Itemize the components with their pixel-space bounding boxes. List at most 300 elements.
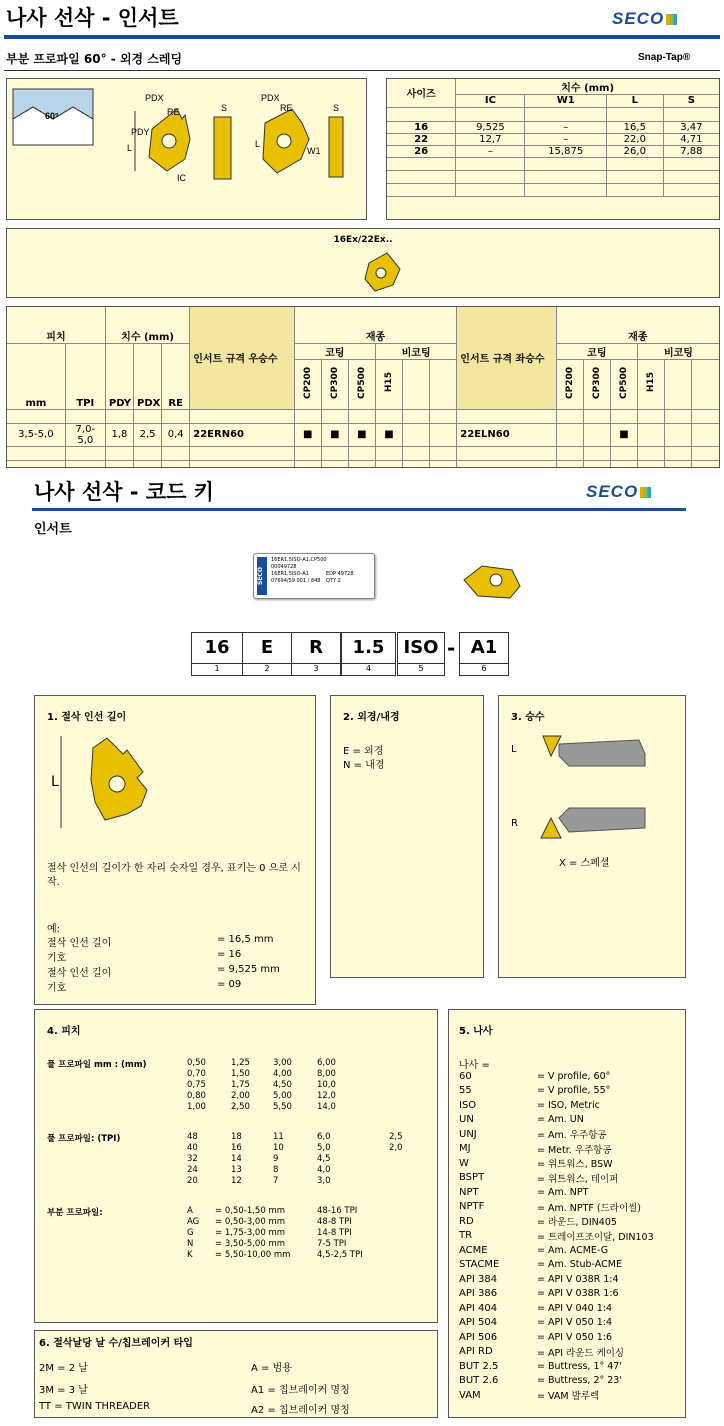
full-mm-table (187, 1058, 336, 1113)
cell: 9 (273, 1154, 279, 1164)
table-row (187, 1102, 336, 1113)
thread-desc: = 위트워스, BSW (537, 1159, 613, 1171)
table-row (187, 1132, 403, 1143)
cell: 12,7 (456, 133, 525, 145)
box2-line-n: N = 내경 (343, 760, 385, 771)
uncoated-header: 비코팅 (375, 343, 456, 359)
thread-code: NPT (459, 1186, 479, 1198)
grade-h15-2 (637, 359, 664, 409)
cell-re: 0,4 (162, 423, 190, 446)
thread-code: ACME (459, 1244, 488, 1256)
table-row (459, 1084, 654, 1099)
table-row (187, 1091, 336, 1102)
col-s: S (663, 95, 719, 107)
thread-desc: = Am. 우주항공 (537, 1130, 607, 1142)
cell: 0,75 (187, 1080, 206, 1090)
table-row (47, 964, 280, 979)
box1-table (47, 934, 280, 994)
box2-line-e: E = 외경 (343, 746, 384, 757)
cell: 14,0 (317, 1102, 336, 1112)
box-ext-int (330, 695, 484, 978)
cell: 2,5 (389, 1132, 403, 1142)
left-spec-header (457, 307, 556, 409)
cell: 0,70 (187, 1069, 206, 1079)
hand-l-label: L (511, 744, 517, 755)
mark-cp500-left: ■ (610, 423, 637, 446)
page2-title: 나사 선삭 - 코드 키 (34, 480, 214, 504)
cell: 18 (231, 1132, 242, 1142)
cell: 8,00 (317, 1069, 336, 1079)
table-row (459, 1156, 654, 1171)
code-box-num: 5 (397, 664, 445, 676)
grade-cp500 (348, 359, 375, 409)
table-row (47, 934, 280, 949)
code-box-text: 16 (191, 632, 243, 664)
code-box-6 (459, 632, 509, 676)
cell: 2,0 (389, 1143, 403, 1153)
table-row (459, 1127, 654, 1142)
thread-table (459, 1069, 654, 1403)
cell: 5,00 (273, 1091, 292, 1101)
mark-h15: ■ (375, 423, 402, 446)
code-box-1 (191, 632, 243, 676)
cell: G (187, 1228, 194, 1238)
table-row (459, 1330, 654, 1345)
cell: A (187, 1206, 193, 1216)
brand-label: Snap-Tap® (638, 52, 691, 63)
code-box-text: R (291, 632, 341, 664)
thread-code: NPTF (459, 1201, 485, 1213)
code-box-2 (242, 632, 292, 676)
cell: 절삭 인선 길이 (47, 968, 112, 979)
col-w1: W1 (525, 95, 606, 107)
hand-r-label: R (511, 818, 518, 829)
table-row (459, 1301, 654, 1316)
table-row (459, 1258, 654, 1273)
partial-label: 부분 프로파일: (47, 1208, 103, 1218)
thread-code: BUT 2.6 (459, 1375, 499, 1387)
code-boxes (191, 632, 541, 678)
cell: 48-8 TPI (317, 1217, 352, 1227)
code-box-num: 3 (291, 664, 341, 676)
grade-label: CP200 (302, 366, 313, 399)
right-spec-header (190, 307, 294, 409)
table-row (459, 1098, 654, 1113)
insert-diagram-panel (6, 78, 367, 220)
cell: 12 (231, 1176, 242, 1186)
size-cell: 22 (387, 133, 456, 145)
cell: = 0,50-3,00 mm (215, 1217, 286, 1227)
thread-code: TR (459, 1230, 473, 1242)
code-box-text: A1 (459, 632, 509, 664)
cell: K (187, 1250, 193, 1260)
label-line: 00049728 (271, 564, 297, 570)
cell: 48 (187, 1132, 198, 1142)
tpi-header: TPI (65, 343, 105, 409)
cell: 26,0 (606, 145, 663, 157)
thread-desc: = 트레이프조이달, DIN103 (537, 1231, 654, 1243)
thread-code: BSPT (459, 1172, 485, 1184)
cell: – (456, 145, 525, 157)
code-box-num: 2 (242, 664, 292, 676)
cell (389, 1165, 403, 1176)
code-box-text: E (242, 632, 292, 664)
table-row (387, 133, 719, 145)
mark-cp300: ■ (321, 423, 348, 446)
cell: 20 (187, 1176, 198, 1186)
cell: 기호 (47, 983, 67, 994)
box-hand (498, 695, 686, 978)
table-row (187, 1143, 403, 1154)
l-label: L (127, 143, 133, 153)
table-row (387, 121, 719, 133)
table-row (459, 1388, 654, 1403)
thread-code: UN (459, 1114, 474, 1126)
grade-label: CP500 (618, 366, 629, 399)
cell: N (187, 1239, 194, 1249)
label-line: 16ER1,5ISO-A1 (271, 571, 309, 577)
grade-label: H15 (383, 372, 394, 393)
box3-title: 3. 승수 (511, 712, 545, 723)
cell: 16 (231, 1143, 242, 1153)
box4-title: 4. 피치 (47, 1026, 81, 1037)
thread-desc: = Am. UN (537, 1114, 584, 1126)
thread-desc: = V profile, 55° (537, 1085, 611, 1097)
cell: 24 (187, 1165, 198, 1175)
cell: = 9,525 mm (217, 964, 280, 975)
table-row (387, 145, 719, 157)
table-row (459, 1113, 654, 1128)
cell: 8 (273, 1165, 279, 1175)
box-cutting-edge-length (34, 695, 316, 1005)
cell: 16,5 (606, 121, 663, 133)
table-row (47, 949, 280, 964)
cell: 9,525 (456, 121, 525, 133)
table-row (459, 1171, 654, 1186)
logo-text: SECO (586, 482, 639, 501)
coated-header: 코팅 (294, 343, 375, 359)
package-label (253, 553, 375, 599)
cell: 14-8 TPI (317, 1228, 352, 1238)
cell: 3,00 (273, 1058, 292, 1068)
table-row (187, 1069, 336, 1080)
thread-code: 60 (459, 1070, 472, 1082)
box1-title: 1. 절삭 인선 길이 (47, 712, 127, 723)
cell (389, 1176, 403, 1187)
table-row (459, 1200, 654, 1215)
thread-code: API 506 (459, 1331, 498, 1343)
pdy-label: PDY (131, 127, 150, 137)
table-row (187, 1165, 403, 1176)
cell: 기호 (47, 953, 67, 964)
cell: 5,50 (273, 1102, 292, 1112)
cell: – (525, 133, 606, 145)
s-label-2: S (333, 103, 340, 113)
logo-squares (666, 14, 677, 25)
grade-label: H15 (646, 372, 657, 393)
label-qty: QTY 2 (326, 578, 341, 584)
page1-title: 나사 선삭 - 인서트 (6, 6, 179, 30)
cell: = 09 (217, 979, 242, 990)
code-box-3 (291, 632, 341, 676)
cell: 7 (273, 1176, 279, 1186)
label-line: 07694/59 001 / 848 (271, 578, 321, 584)
material-header-2: 재종 (556, 307, 719, 343)
thread-code: API 386 (459, 1288, 498, 1300)
material-header: 재종 (294, 307, 457, 343)
grade-table (7, 307, 719, 468)
code-dash: - (447, 636, 456, 660)
thread-desc: = API V 050 1:6 (537, 1331, 612, 1343)
code-box-num: 6 (459, 664, 509, 676)
table-row (187, 1217, 363, 1228)
thread-desc: = Buttress, 1° 47' (537, 1360, 622, 1372)
table-row (187, 1228, 363, 1239)
thread-code: API 504 (459, 1317, 498, 1329)
cell: = 3,50-5,00 mm (215, 1239, 286, 1249)
seco-logo-2 (586, 482, 651, 502)
table-row (187, 1250, 363, 1261)
grade-label: CP200 (564, 366, 575, 399)
thread-desc: = Am. NPTF (드라이씰) (537, 1202, 642, 1214)
grade-label: CP300 (329, 366, 340, 399)
box6-left-1: 2M = 2 날 (39, 1363, 88, 1374)
mm-header: mm (7, 343, 65, 409)
section-title: 인서트 (34, 522, 72, 537)
insert-photo (460, 562, 530, 602)
cell: 3,0 (317, 1176, 331, 1186)
cell: 1,00 (187, 1102, 206, 1112)
table-row (187, 1239, 363, 1250)
thread-code: API RD (459, 1346, 493, 1358)
cell (389, 1154, 403, 1165)
label-edp: EDP 49728 (326, 571, 354, 577)
full-mm-label: 풀 프로파일 mm : (mm) (47, 1060, 147, 1070)
cell: 14 (231, 1154, 242, 1164)
thread-desc: = Am. NPT (537, 1186, 589, 1198)
re-label-2: RE (280, 103, 293, 113)
code-box-5 (397, 632, 445, 676)
cell-tpi: 7,0-5,0 (65, 423, 105, 446)
cell: 2,00 (231, 1091, 250, 1101)
thread-code: STACME (459, 1259, 500, 1271)
table-row (459, 1272, 654, 1287)
table-row (187, 1206, 363, 1217)
table-row (7, 423, 719, 446)
cell: 40 (187, 1143, 198, 1153)
cell: 1,25 (231, 1058, 250, 1068)
thread-desc: = ISO, Metric (537, 1099, 600, 1111)
grade-h15 (375, 359, 402, 409)
table-row (187, 1058, 336, 1069)
table-row (459, 1069, 654, 1084)
col-ic: IC (456, 95, 525, 107)
cell-pdx: 2,5 (134, 423, 162, 446)
table-row (459, 1185, 654, 1200)
cell: 1,75 (231, 1080, 250, 1090)
pdx-label: PDX (145, 93, 164, 103)
cell: 15,875 (525, 145, 606, 157)
grade-label: CP300 (591, 366, 602, 399)
cell: 7-5 TPI (317, 1239, 347, 1249)
cell: = 5,50-10,00 mm (215, 1250, 291, 1260)
cell: 2,50 (231, 1102, 250, 1112)
label-logo: SECO (257, 557, 267, 595)
size-table-panel (386, 78, 720, 220)
table-row (459, 1374, 654, 1389)
thread-desc: = VAM 발루렉 (537, 1391, 600, 1403)
code-box-4 (341, 632, 396, 676)
box5-title: 5. 나사 (459, 1026, 493, 1037)
full-tpi-label: 풀 프로파일: (TPI) (47, 1134, 121, 1144)
table-row (459, 1142, 654, 1157)
pdy-header: PDY (105, 343, 133, 409)
table-row (187, 1154, 403, 1165)
code-box-num: 1 (191, 664, 243, 676)
thread-code: MJ (459, 1143, 471, 1155)
table-row (459, 1345, 654, 1360)
mark-cp200: ■ (294, 423, 321, 446)
cell: – (525, 121, 606, 133)
box6-left-3: TT = TWIN THREADER (39, 1401, 151, 1412)
ic-label: IC (177, 173, 186, 183)
title-rule-2 (32, 508, 686, 511)
cell: 4,5-2,5 TPI (317, 1250, 363, 1260)
s-label: S (221, 103, 228, 113)
table-row (459, 1214, 654, 1229)
pdx-header: PDX (134, 343, 162, 409)
thread-code: API 404 (459, 1302, 498, 1314)
pitch-header: 피치 (7, 307, 105, 343)
cell: = 0,50-1,50 mm (215, 1206, 286, 1216)
thread-desc: = V profile, 60° (537, 1070, 611, 1082)
cell-mm: 3,5-5,0 (7, 423, 65, 446)
cell: = 16,5 mm (217, 934, 274, 945)
cell: 1,50 (231, 1069, 250, 1079)
grade-cp200 (294, 359, 321, 409)
grade-cp300-2 (583, 359, 610, 409)
seco-logo (612, 9, 677, 29)
cell: 12,0 (317, 1091, 336, 1101)
table-row (459, 1316, 654, 1331)
cell: 3,47 (663, 121, 719, 133)
label-line: 16ER1,5ISO-A1,CP500 (271, 557, 327, 563)
insert-type-panel (6, 228, 720, 298)
box1-example: 예: (47, 924, 61, 935)
code-box-num: 4 (341, 664, 396, 676)
size-cell: 26 (387, 145, 456, 157)
box-edges-chipbreaker (34, 1330, 438, 1418)
cell: 6,00 (317, 1058, 336, 1068)
thread-desc: = API V 038R 1:6 (537, 1288, 619, 1300)
box2-title: 2. 외경/내경 (343, 712, 400, 723)
cell: 13 (231, 1165, 242, 1175)
table-row (459, 1359, 654, 1374)
re-header: RE (162, 343, 190, 409)
label-lines (271, 557, 327, 585)
cell-left-code: 22ELN60 (457, 423, 556, 446)
cell: 4,71 (663, 133, 719, 145)
cell: 32 (187, 1154, 198, 1164)
thread-desc: = 위트워스, 테이퍼 (537, 1173, 619, 1185)
coated-header-2: 코팅 (556, 343, 637, 359)
insert-length-diagram (45, 728, 195, 838)
angle-label: 60° (45, 111, 59, 121)
thread-desc: = Metr. 우주항공 (537, 1144, 612, 1156)
thread-desc: = API V 040 1:4 (537, 1302, 612, 1314)
cell: = 16 (217, 949, 242, 960)
mark-cp500: ■ (348, 423, 375, 446)
cell: 0,80 (187, 1091, 206, 1101)
thread-code: ISO (459, 1099, 477, 1111)
box6-left-2: 3M = 3 날 (39, 1385, 88, 1396)
code-box-text: 1.5 (341, 632, 396, 664)
thread-desc: = API V 050 1:4 (537, 1317, 612, 1329)
cell-pdy: 1,8 (105, 423, 133, 446)
cell: 7,88 (663, 145, 719, 157)
size-cell: 16 (387, 121, 456, 133)
label-side (326, 571, 354, 585)
col-l: L (606, 95, 663, 107)
insert-image (7, 245, 721, 295)
thread-desc: = Am. ACME-G (537, 1244, 609, 1256)
grade-cp500-2 (610, 359, 637, 409)
grade-table-panel (6, 306, 720, 468)
logo-squares (640, 487, 651, 498)
size-table (387, 79, 719, 197)
code-box-text: ISO (397, 632, 445, 664)
grade-label: CP500 (356, 366, 367, 399)
cell: 절삭 인선 길이 (47, 938, 112, 949)
cell: 6,0 (317, 1132, 331, 1142)
table-row (187, 1176, 403, 1187)
cell-right-code: 22ERN60 (190, 423, 294, 446)
re-label: RE (167, 107, 180, 117)
box6-right-3: A2 = 칩브레이커 명칭 (251, 1405, 350, 1416)
table-row (187, 1080, 336, 1091)
table-row (47, 979, 280, 994)
dims-header: 치수 (mm) (105, 307, 189, 343)
size-header: 사이즈 (387, 79, 456, 107)
uncoated-header-2: 비코팅 (637, 343, 719, 359)
w1-label: W1 (307, 146, 321, 156)
cell: 10,0 (317, 1080, 336, 1090)
cell: AG (187, 1217, 200, 1227)
table-row (459, 1287, 654, 1302)
hand-x-label: X = 스페셜 (559, 858, 610, 869)
l-label-2: L (255, 139, 261, 149)
dim-header: 치수 (mm) (456, 79, 719, 95)
subtitle: 부분 프로파일 60° - 외경 스레딩 (6, 52, 183, 66)
thread-code: API 384 (459, 1273, 498, 1285)
box6-right-2: A1 = 칩브레이커 명칭 (251, 1385, 350, 1396)
table-row (459, 1229, 654, 1244)
thread-code: BUT 2.5 (459, 1360, 499, 1372)
thread-code: VAM (459, 1389, 481, 1401)
cell: 11 (273, 1132, 284, 1142)
cell: 48-16 TPI (317, 1206, 358, 1216)
l-label: L (51, 774, 59, 790)
thread-code: RD (459, 1215, 474, 1227)
cell: 4,0 (317, 1165, 331, 1175)
hand-diagram (539, 732, 679, 842)
cell: 5,0 (317, 1143, 331, 1153)
logo-text: SECO (612, 9, 665, 28)
cell: 0,50 (187, 1058, 206, 1068)
right-spec-label: 인서트 규격 우승수 (193, 354, 278, 366)
partial-table (187, 1206, 363, 1261)
subtitle-rule (4, 70, 720, 71)
